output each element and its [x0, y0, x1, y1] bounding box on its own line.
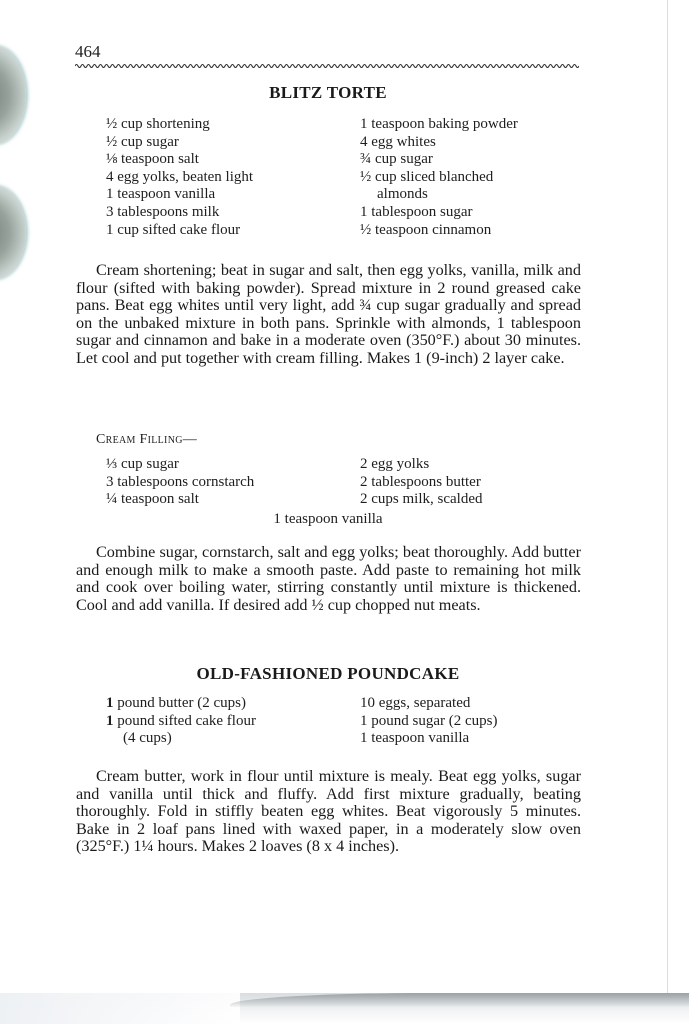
ingredient-line-centered: 1 teaspoon vanilla — [273, 511, 383, 527]
wavy-rule-divider — [75, 62, 579, 70]
ingredient-line: 1 tablespoon sugar — [360, 203, 473, 220]
ingredient-line: 10 eggs, separated — [360, 695, 471, 711]
ingredient-text: (4 cups) — [123, 730, 172, 747]
ingredient-line: 4 egg yolks, beaten light — [106, 168, 254, 185]
ingredient-text: pound butter (2 cups) — [117, 695, 246, 711]
ingredient-line-continuation: almonds — [377, 186, 428, 203]
poundcake-directions: Cream butter, work in flour until mixture is mealy. Beat egg yolks, sugar and vanilla until thick and fluffy. Add first mixture gradually, beating thoroughly. Fold in stiffly beaten egg whites. Beat vigorously 5 minutes. Bake in 2 loaf pans lined with waxed paper, in a moderately slow oven (325°F.) 1¼ hours. Makes 2 loaves (8 x 4 inches). — [76, 767, 581, 856]
recipe-title-poundcake: OLD-FASHIONED POUNDCAKE — [196, 664, 460, 683]
page-bottom-shadow — [0, 993, 689, 1024]
ingredient-line: 3 tablespoons cornstarch — [106, 473, 255, 490]
ingredient-line: 1 cup sifted cake flour — [106, 221, 241, 238]
ingredient-line: ½ cup sugar — [106, 133, 179, 150]
ingredient-line — [106, 713, 256, 731]
ingredient-qty: 1 — [106, 712, 114, 729]
cream-filling-ingredients-right — [360, 456, 482, 509]
ingredient-line: 1 teaspoon vanilla — [106, 186, 216, 203]
ingredient-line: ¾ cup sugar — [360, 151, 433, 168]
ingredient-line: 1 teaspoon vanilla — [360, 730, 470, 747]
ingredient-line — [106, 695, 256, 713]
ingredient-line: 2 egg yolks — [360, 456, 430, 472]
page-number: 464 — [75, 42, 101, 61]
poundcake-ingredients-right — [360, 695, 497, 748]
cream-filling-ingredients-left — [106, 456, 254, 509]
ingredient-text: pound sifted cake flour — [117, 712, 256, 729]
ingredient-line: ⅛ teaspoon salt — [106, 151, 199, 168]
binder-ring-bottom — [0, 185, 26, 280]
ingredient-line-continuation — [106, 730, 256, 748]
ingredient-line: 2 tablespoons butter — [360, 473, 481, 490]
recipe-title-blitz-torte: BLITZ TORTE — [269, 83, 387, 102]
page-edge — [667, 0, 668, 993]
blitz-torte-ingredients-left — [106, 116, 253, 239]
ingredient-line: 1 teaspoon baking powder — [360, 116, 518, 132]
blitz-torte-ingredients-right — [360, 116, 518, 239]
blitz-torte-directions: Cream shortening; beat in sugar and salt, then egg yolks, vanilla, milk and flour (sifted with baking powder). Spread mixture in 2 round greased cake pans. Beat egg whites until very light, add ¾ cup sugar gradually and spread on the unbaked mixture in both pans. Sprinkle with almonds, 1 tablespoon sugar and cinnamon and bake in a moderate oven (350°F.) about 30 minutes. Let cool and put together with cream filling. Makes 1 (9-inch) 2 layer cake. — [76, 261, 581, 367]
ingredient-line: 2 cups milk, scalded — [360, 491, 483, 508]
ingredient-line: ½ teaspoon cinnamon — [360, 221, 492, 238]
ingredient-line: ½ cup shortening — [106, 116, 210, 132]
ingredient-qty: 1 — [106, 695, 114, 711]
ingredient-line: 4 egg whites — [360, 133, 436, 150]
ingredient-line: ¼ teaspoon salt — [106, 491, 199, 508]
ingredient-line: ⅓ cup sugar — [106, 456, 179, 472]
subheading-cream-filling: Cream Filling— — [96, 432, 198, 447]
cream-filling-directions: Combine sugar, cornstarch, salt and egg yolks; beat thoroughly. Add butter and enough milk to make a smooth paste. Add paste to remaining hot milk and cook over boiling water, stirring constantly until mixture is thickened. Cool and add vanilla. If desired add ½ cup chopped nut meats. — [76, 543, 581, 614]
poundcake-ingredients-left — [106, 695, 256, 748]
ingredient-line: 1 pound sugar (2 cups) — [360, 712, 498, 729]
ingredient-line: 3 tablespoons milk — [106, 203, 220, 220]
ingredient-line: ½ cup sliced blanched — [360, 168, 494, 185]
